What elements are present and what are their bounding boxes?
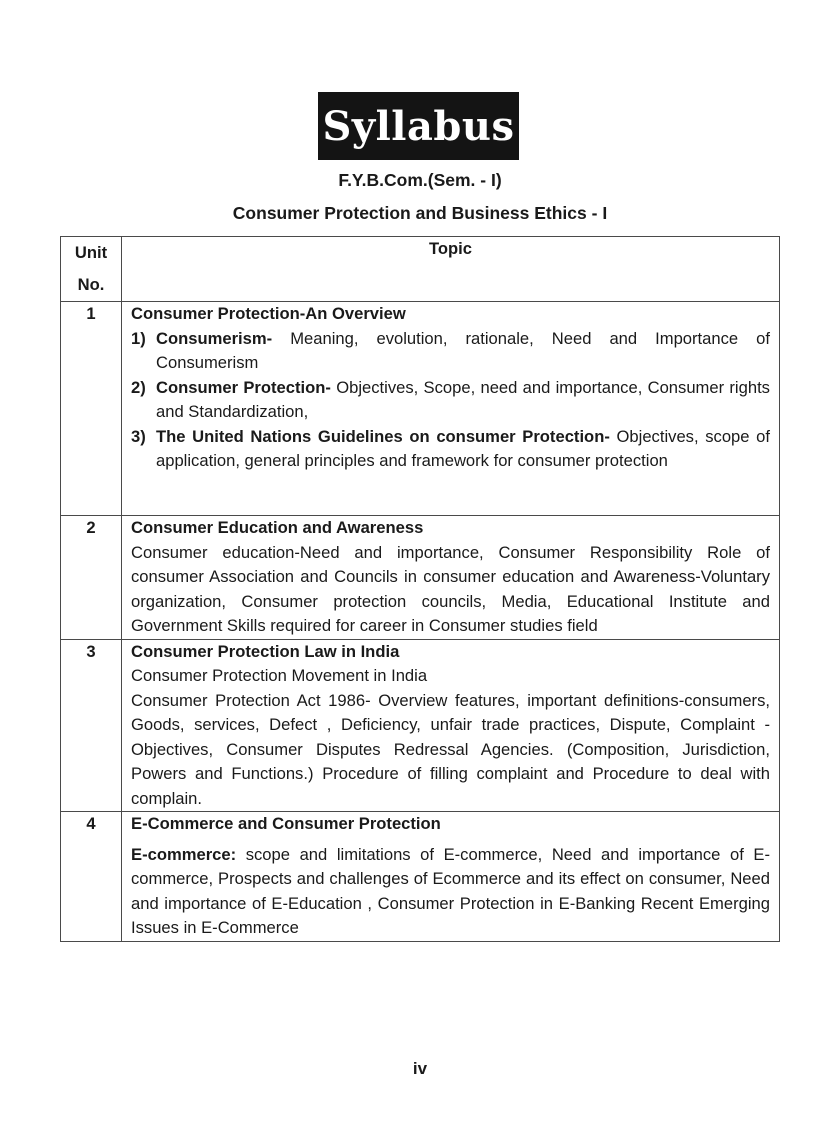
item-text (156, 327, 770, 376)
page-title: Syllabus (322, 102, 515, 150)
item-term: Consumerism- (156, 328, 273, 348)
table-row-unit-1 (61, 302, 780, 516)
unit-number: 3 (61, 639, 122, 812)
table-row-unit-3 (61, 639, 780, 812)
unit-header-line1: Unit (74, 243, 108, 262)
subject-heading: Consumer Protection and Business Ethics - I (232, 203, 608, 223)
unit-number: 2 (61, 516, 122, 640)
item-number: 3) (131, 426, 146, 446)
unit-title: Consumer Protection-An Overview (131, 304, 406, 323)
item-text (156, 425, 770, 474)
item-term: E-commerce: (131, 844, 237, 864)
item-text (156, 376, 770, 425)
table-row-unit-2 (61, 516, 780, 640)
table-row-unit-4 (61, 812, 780, 942)
item-description: Meaning, evolution, rationale, Need and Importance of Consumerism (156, 328, 770, 372)
unit-column-header (61, 237, 122, 302)
unit-number: 1 (61, 302, 122, 516)
unit-description: Consumer education-Need and importance, Consumer Responsibility Role of consumer Association and Councils in consumer education and Awareness-Voluntary organization, Consumer protection councils, Media, Educational Institute and Government Skills required for career in Consumer studies field (131, 542, 770, 635)
class-heading: F.Y.B.Com.(Sem. - I) (338, 170, 502, 190)
item-number: 1) (131, 328, 146, 348)
item-description: Objectives, Scope, need and importance, Consumer rights and Standardization, (156, 377, 770, 421)
unit-topic (122, 812, 780, 942)
syllabus-title-banner (318, 92, 519, 160)
item-description: Objectives, scope of application, general principles and framework for consumer protection (156, 426, 771, 470)
syllabus-table (60, 236, 780, 942)
unit-header-line2: No. (77, 275, 105, 294)
item-term: The United Nations Guidelines on consumer Protection- (156, 426, 610, 446)
unit-number: 4 (61, 812, 122, 942)
unit-title: Consumer Education and Awareness (131, 518, 424, 537)
unit-topic (122, 516, 780, 640)
unit-description (131, 843, 770, 941)
list-item (131, 327, 770, 376)
item-term: Consumer Protection- (156, 377, 331, 397)
unit-title: E-Commerce and Consumer Protection (131, 814, 441, 833)
page-number: iv (412, 1059, 428, 1078)
item-number: 2) (131, 377, 146, 397)
topic-column-header: Topic (122, 237, 780, 302)
unit-subheading: Consumer Protection Movement in India (131, 666, 428, 685)
list-item (131, 376, 770, 425)
unit-topic (122, 302, 780, 516)
table-header-row (61, 237, 780, 302)
unit-title: Consumer Protection Law in India (131, 641, 400, 661)
list-item (131, 425, 770, 474)
unit-description: Consumer Protection Act 1986- Overview features, important definitions-consumers, Goods, services, Defect , Deficiency, unfair trade practices, Dispute, Complaint -Objectives, Consumer Disputes Redressal Agencies. (Composition, Jurisdiction, Powers and Functions.) Procedure of filling complaint and Procedure to deal with complain. (131, 690, 770, 808)
unit-topic (122, 639, 780, 812)
item-description: scope and limitations of E-commerce, Need and importance of E- commerce, Prospects and challenges of Ecommerce and its effect on consumer, Need and importance of E-Education , Consumer Protection in E-Banking Recent Emerging Issues in E-Commerce (131, 844, 770, 937)
